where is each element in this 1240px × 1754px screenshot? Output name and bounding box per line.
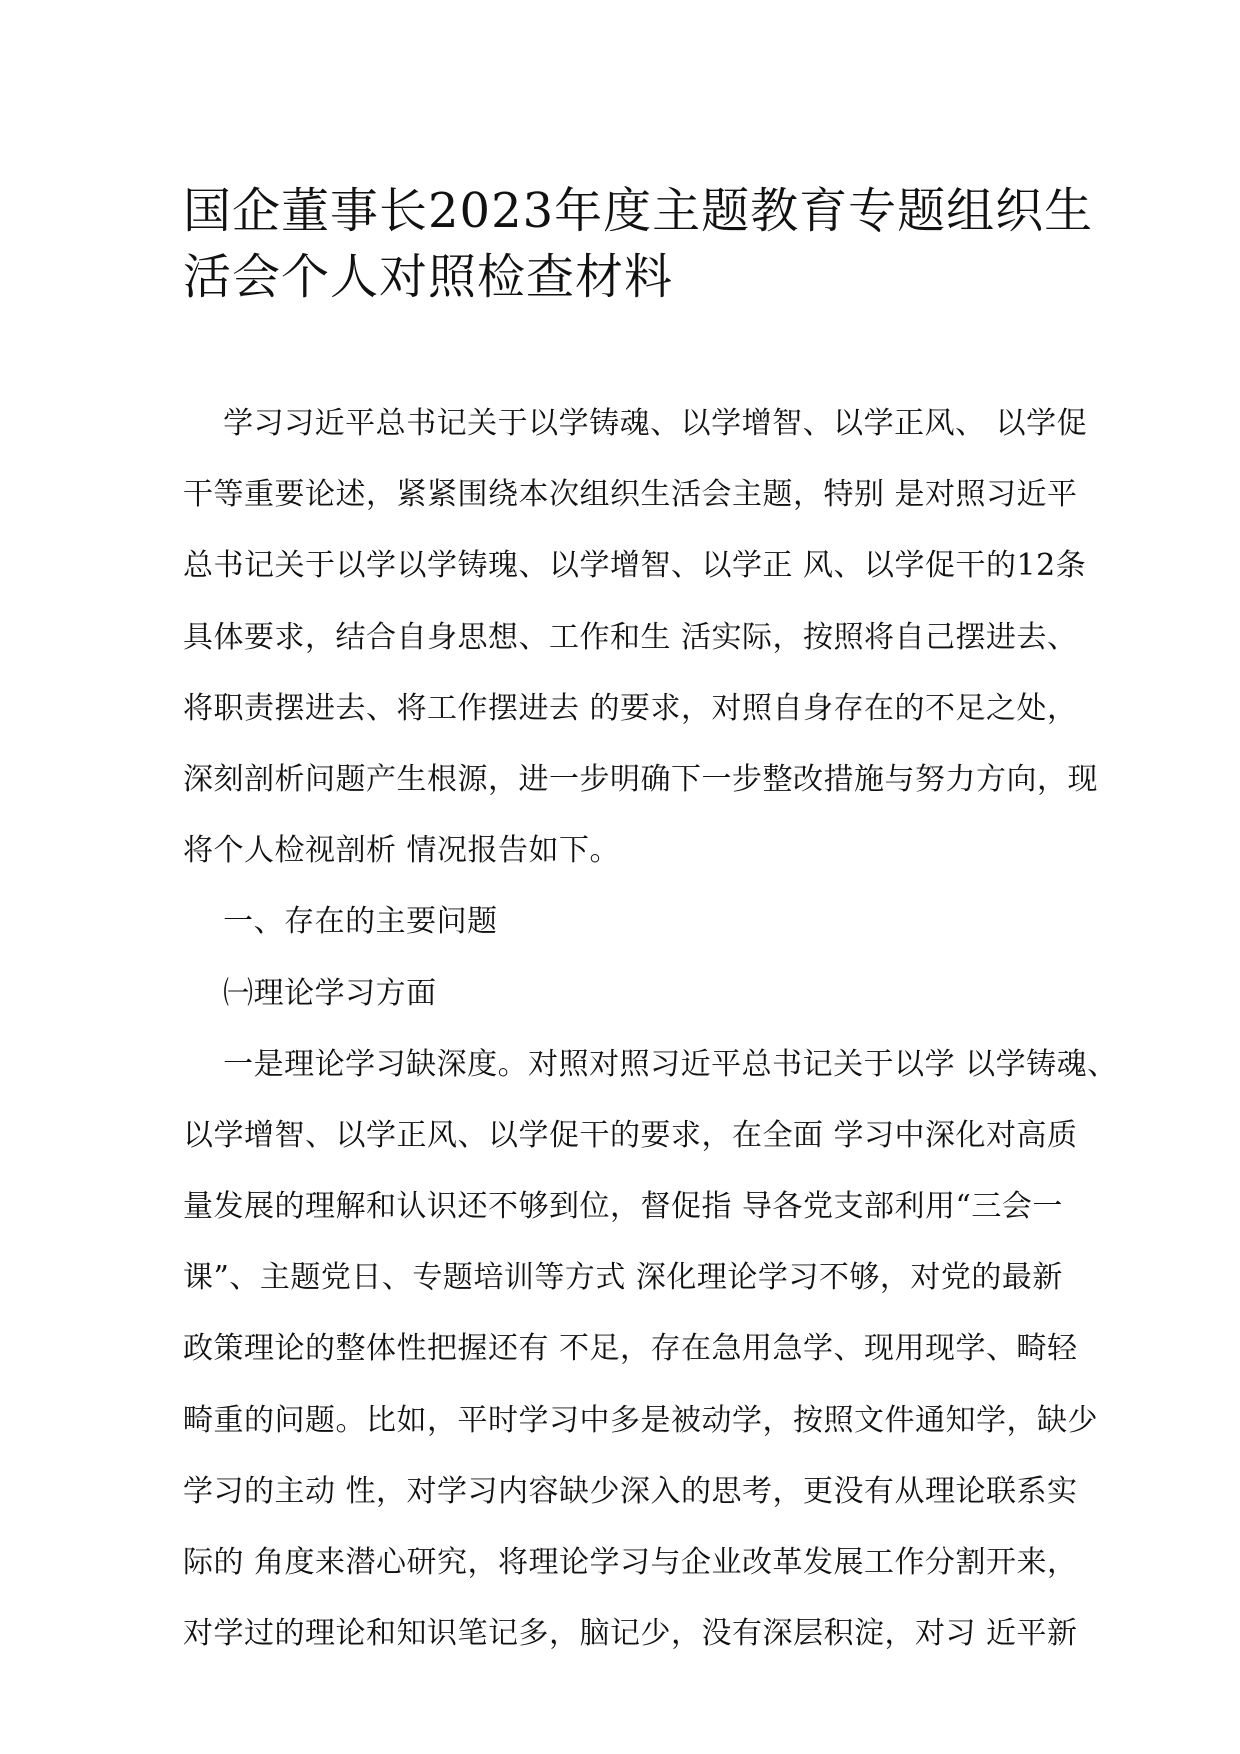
body-line: 具体要求，结合自身思想、工作和生 活实际，按照将自己摆进去、	[183, 619, 1078, 655]
document-body	[183, 404, 1118, 1685]
body-line: 量发展的理解和认识还不够到位，督促指 导各党支部利用“三会一	[183, 1189, 1063, 1225]
body-line: 以学增智、以学正风、以学促干的要求，在全面 学习中深化对高质	[183, 1117, 1078, 1153]
subsection-heading: ㈠理论学习方面	[183, 975, 437, 1011]
body-line: 将职责摆进去、将工作摆进去 的要求，对照自身存在的不足之处，	[183, 690, 1078, 726]
body-line: 深刻剖析问题产生根源，进一步明确下一步整改措施与努力方向，现	[183, 761, 1098, 797]
body-line: 畸重的问题。比如，平时学习中多是被动学，按照文件通知学，缺少	[183, 1402, 1098, 1438]
body-line: 一是理论学习缺深度。对照对照习近平总书记关于以学 以学铸魂、	[183, 1046, 1118, 1082]
body-line: 政策理论的整体性把握还有 不足，存在急用急学、现用现学、畸轻	[183, 1331, 1078, 1367]
body-line: 课”、主题党日、专题培训等方式 深化理论学习不够，对党的最新	[183, 1260, 1063, 1296]
title-line-2: 活会个人对照检查材料	[183, 249, 674, 305]
body-line: 将个人检视剖析 情况报告如下。	[183, 833, 621, 869]
body-line: 学习习近平总书记关于以学铸魂、以学增智、以学正风、 以学促	[183, 406, 1088, 441]
title-line-1: 国企董事长2023年度主题教育专题组织生	[183, 183, 1094, 239]
body-line: 学习的主动 性，对学习内容缺少深入的思考，更没有从理论联系实	[183, 1473, 1078, 1509]
body-line: 际的 角度来潜心研究，将理论学习与企业改革发展工作分割开来，	[183, 1545, 1078, 1580]
body-line: 对学过的理论和知识笔记多，脑记少，没有深层积淀，对习 近平新	[183, 1616, 1078, 1652]
document-title	[183, 178, 1094, 310]
body-line: 干等重要论述，紧紧围绕本次组织生活会主题，特别 是对照习近平	[183, 477, 1078, 513]
section-heading: 一、存在的主要问题	[183, 904, 498, 940]
body-line: 总书记关于以学以学铸瑰、以学增智、以学正 风、以学促干的12条	[183, 548, 1087, 584]
